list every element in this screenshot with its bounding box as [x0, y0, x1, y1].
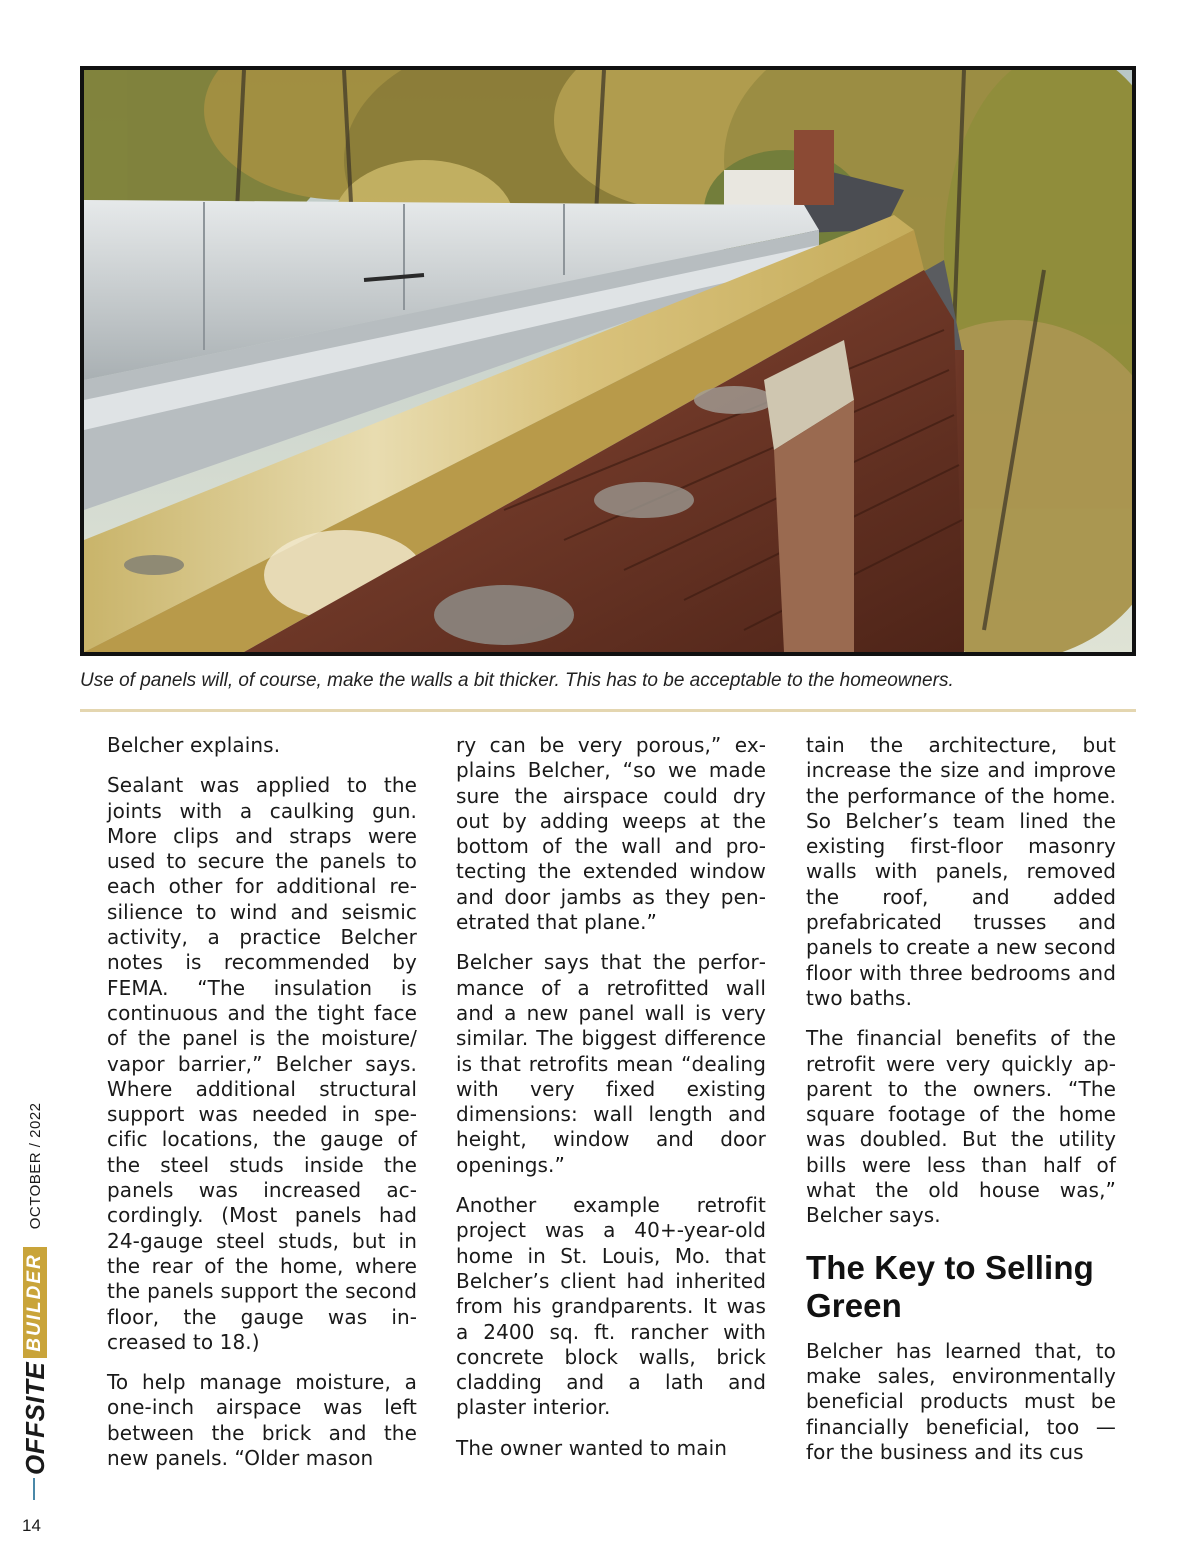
- paragraph: Another example retrofit project was a 40+-year-old home in St. Louis, Mo. that Belcher’s client had inherited from his grandparents. It was a 2400 sq. ft. rancher with concrete block walls, brick cladding and a lath and plaster interior.: [456, 1193, 766, 1420]
- caption-divider: [80, 709, 1136, 712]
- paragraph: The owner wanted to main: [456, 1435, 728, 1460]
- page-number: 14: [22, 1516, 41, 1535]
- photo-caption: Use of panels will, of course, make the walls a bit thicker. This has to be acceptable to the homeowners.: [80, 670, 954, 691]
- photo-illustration: [84, 70, 1132, 652]
- paragraph: Belcher has learned that, to make sales, environmentally beneficial products must be financially beneficial, too — for the business and its cus: [806, 1338, 1116, 1464]
- article-column-2: [456, 733, 766, 1476]
- brand-logo-builder: BUILDER: [23, 1247, 47, 1357]
- paragraph: To help manage moisture, a one-inch airspace was left between the brick and the new panels. “Older mason: [107, 1370, 417, 1471]
- folio-divider: [33, 1478, 35, 1500]
- paragraph: Belcher says that the performance of a retrofitted wall and a new panel wall is very similar. The biggest difference is that retrofits mean “dealing with very fixed existing dimensions: wall length and height, window and door openings.”: [456, 950, 766, 1177]
- paragraph: Sealant was applied to the joints with a caulking gun. More clips and straps were used to secure the panels to each other for additional resilience to wind and seismic activity, a practice Belcher notes is recommended by FEMA. “The insulation is continuous and the tight face of the panel is the moisture/ vapor barrier,” Belcher says. Where additional structural support was needed in specific locations, the gauge of the steel studs inside the panels was increased accordingly. (Most panels had 24-gauge steel studs, but in the rear of the home, where the panels support the second floor, the gauge was increased to 18.): [107, 773, 417, 1354]
- issue-date: OCTOBER / 2022: [26, 1102, 44, 1230]
- article-column-3: [806, 733, 1116, 1480]
- article-column-1: [107, 733, 417, 1486]
- paragraph: tain the architecture, but increase the size and improve the performance of the home. So Belcher’s team lined the existing first-floor masonry walls with panels, removed the roof, and added prefabricated trusses and panels to create a new second floor with three bedrooms and two baths.: [806, 733, 1116, 1010]
- paragraph: The financial benefits of the retrofit were very quickly apparent to the owners. “The square footage of the home was doubled. But the utility bills were less than half of what the old house was,” Belcher says.: [806, 1026, 1116, 1228]
- section-heading: The Key to Selling Green: [806, 1248, 1094, 1324]
- brand-logo-offsite: OFFSITE: [19, 1361, 50, 1475]
- paragraph: Belcher explains.: [107, 733, 281, 757]
- magazine-sidebar: [19, 1102, 50, 1475]
- paragraph: ry can be very porous,” explains Belcher, “so we made sure the airspace could dry out by adding weeps at the bottom of the wall and protecting the extended window and door jambs as they penetrated that plane.”: [456, 733, 766, 935]
- article-photo: [80, 66, 1136, 656]
